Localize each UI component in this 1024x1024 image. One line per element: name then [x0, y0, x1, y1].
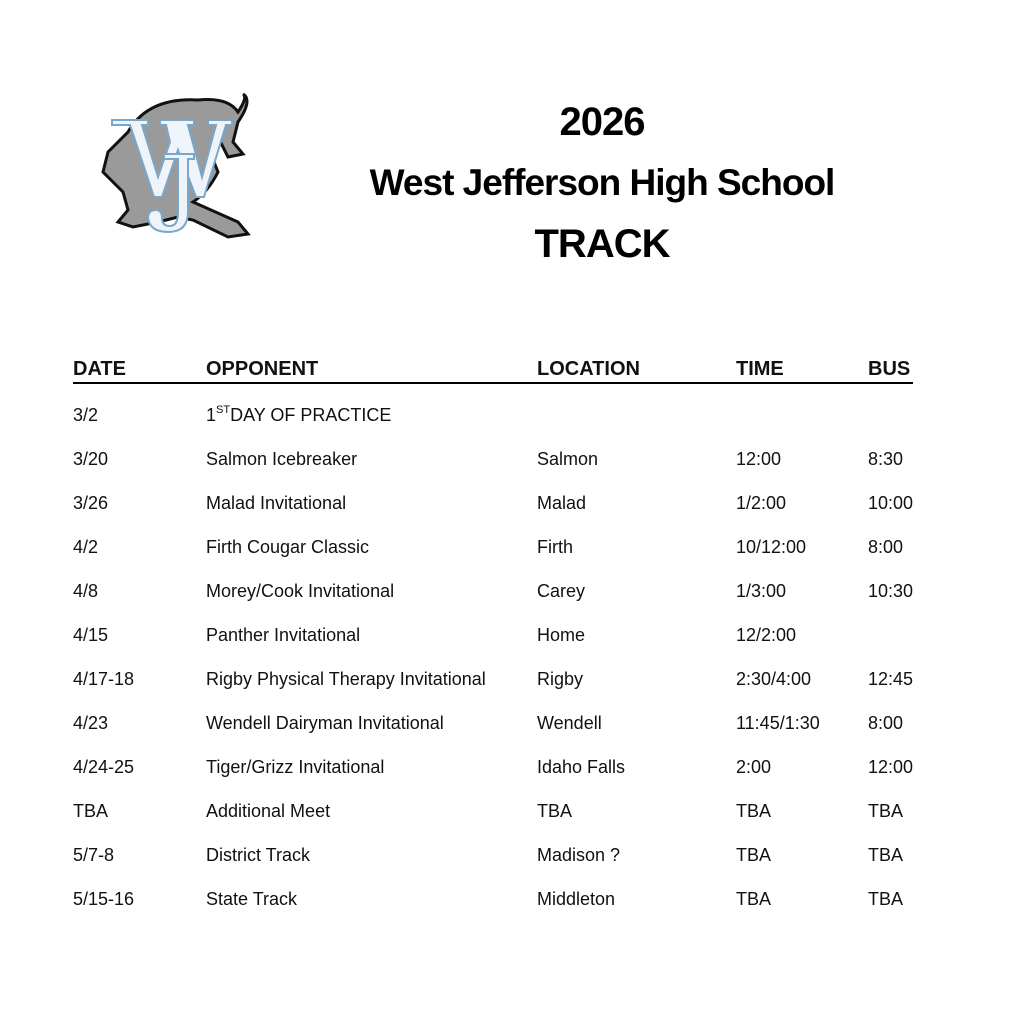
opponent-cell: Malad Invitational	[206, 493, 347, 513]
location-cell: Malad	[537, 493, 587, 513]
opponent-cell: Rigby Physical Therapy Invitational	[206, 669, 486, 689]
location-cell: Firth	[537, 537, 573, 557]
ordinal: 1	[206, 405, 217, 425]
date-cell: 3/20	[73, 449, 109, 469]
time-cell: 2:00	[736, 757, 772, 777]
opponent-cell: Additional Meet	[206, 801, 331, 821]
column-header-location: LOCATION	[537, 358, 640, 380]
table-row	[73, 757, 933, 787]
location-cell: Madison ?	[537, 845, 621, 865]
opponent-cell: Firth Cougar Classic	[206, 537, 370, 557]
opponent-cell: District Track	[206, 845, 311, 865]
date-cell: 3/2	[73, 405, 99, 425]
bus-cell: 12:00	[868, 757, 914, 777]
opponent-cell: Tiger/Grizz Invitational	[206, 757, 385, 777]
date-cell: 5/7-8	[73, 845, 115, 865]
bus-cell: 8:30	[868, 449, 904, 469]
location-cell: Idaho Falls	[537, 757, 626, 777]
opponent-cell: Wendell Dairyman Invitational	[206, 713, 444, 733]
table-row	[73, 537, 933, 567]
opponent-cell: Panther Invitational	[206, 625, 361, 645]
bus-cell: TBA	[868, 845, 904, 865]
time-cell: 1/3:00	[736, 581, 787, 601]
table-row	[73, 845, 933, 875]
time-cell: TBA	[736, 845, 772, 865]
table-row	[73, 449, 933, 479]
table-row	[73, 801, 933, 831]
school-logo	[98, 92, 254, 242]
bus-cell: TBA	[868, 801, 904, 821]
bus-cell: 8:00	[868, 537, 904, 557]
column-header-opponent: OPPONENT	[206, 358, 319, 380]
table-row	[73, 405, 933, 435]
time-cell: 1/2:00	[736, 493, 787, 513]
ordinal-suffix: ST	[216, 404, 231, 416]
title-school: West Jefferson High School	[369, 162, 835, 203]
event-text: DAY OF PRACTICE	[230, 405, 392, 425]
bus-cell: 10:30	[868, 581, 914, 601]
date-cell: 4/15	[73, 625, 109, 645]
time-cell: 2:30/4:00	[736, 669, 812, 689]
location-cell: Home	[537, 625, 586, 645]
column-header-time: TIME	[736, 358, 784, 380]
location-cell: TBA	[537, 801, 573, 821]
date-cell: 3/26	[73, 493, 109, 513]
table-row	[73, 581, 933, 611]
location-cell: Salmon	[537, 449, 599, 469]
column-header-bus: BUS	[868, 358, 911, 380]
location-cell: Middleton	[537, 889, 616, 909]
title-sport: TRACK	[534, 222, 670, 266]
bus-cell: 12:45	[868, 669, 914, 689]
location-cell: Rigby	[537, 669, 584, 689]
date-cell: 4/17-18	[73, 669, 135, 689]
location-cell: Wendell	[537, 713, 602, 733]
location-cell: Carey	[537, 581, 586, 601]
table-row	[73, 889, 933, 919]
time-cell: 10/12:00	[736, 537, 807, 557]
date-cell: 4/23	[73, 713, 109, 733]
title-year: 2026	[559, 100, 645, 144]
bus-cell: 10:00	[868, 493, 914, 513]
table-row	[73, 669, 933, 699]
bus-cell: TBA	[868, 889, 904, 909]
date-cell: TBA	[73, 801, 109, 821]
opponent-cell: Salmon Icebreaker	[206, 449, 358, 469]
table-row	[73, 713, 933, 743]
time-cell: TBA	[736, 889, 772, 909]
date-cell: 4/24-25	[73, 757, 135, 777]
table-header	[73, 358, 913, 384]
opponent-cell: State Track	[206, 889, 298, 909]
opponent-cell: Morey/Cook Invitational	[206, 581, 395, 601]
time-cell: 12:00	[736, 449, 782, 469]
time-cell: 11:45/1:30	[736, 713, 820, 733]
table-row	[73, 493, 933, 523]
date-cell: 5/15-16	[73, 889, 135, 909]
column-header-date: DATE	[73, 358, 126, 380]
time-cell: TBA	[736, 801, 772, 821]
bus-cell: 8:00	[868, 713, 904, 733]
time-cell: 12/2:00	[736, 625, 797, 645]
table-row	[73, 625, 933, 655]
opponent-cell	[206, 405, 391, 426]
date-cell: 4/2	[73, 537, 99, 557]
date-cell: 4/8	[73, 581, 99, 601]
